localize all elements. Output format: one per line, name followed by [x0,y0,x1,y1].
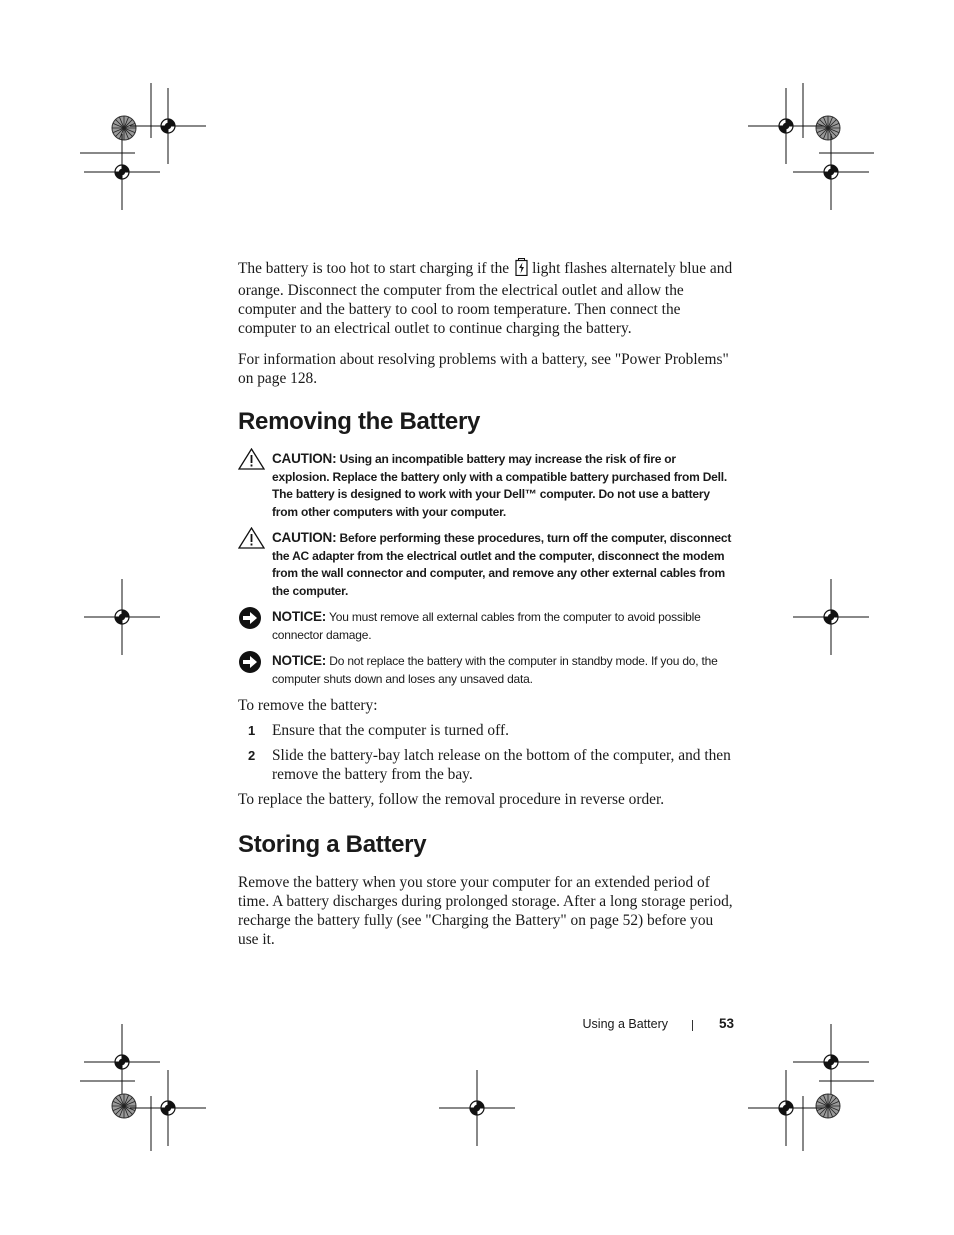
storing-paragraph: Remove the battery when you store your computer for an extended period of time. A battery discharges during prolonged storage. After a long storage period, recharge the battery fully (see "Charging the Battery" on page 52) before you use it. [238,874,733,948]
notice-note-1 [238,608,736,644]
registration-crosshair-icon [84,579,160,655]
removal-steps [238,721,736,784]
notice-label: NOTICE: [272,609,327,624]
notice-text: Do not replace the battery with the computer in standby mode. If you do, the computer shuts down and loses any unsaved data. [272,654,718,686]
caution-label: CAUTION: [272,451,337,466]
registration-star-icon [816,116,840,140]
notice-label: NOTICE: [272,653,327,668]
registration-crosshair-icon [793,134,869,210]
list-item: 1 Ensure that the computer is turned off. [248,722,509,739]
intro-paragraph-2: For information about resolving problems with a battery, see "Power Problems" on page 128. [238,351,729,387]
warning-triangle-icon [238,527,265,555]
page-footer [560,1014,736,1036]
registration-crosshair-icon [748,88,824,164]
removal-lead: To remove the battery: [238,697,378,714]
registration-crosshair-icon [130,1070,206,1146]
caution-text: Using an incompatible battery may increase the risk of fire or explosion. Replace the battery only with a compatible battery purchased from Dell. The battery is designed to work with your Dell™ computer. Do not use a battery from other computers with your computer. [272,452,728,519]
registration-crosshair-icon [84,1024,160,1100]
footer-section-title: Using a Battery [582,1017,668,1031]
replace-paragraph: To replace the battery, follow the removal procedure in reverse order. [238,791,665,808]
registration-crosshair-icon [84,134,160,210]
caution-note-1 [238,450,736,521]
registration-star-icon [112,116,136,140]
registration-crosshair-icon [439,1070,515,1146]
section-heading-storing: Storing a Battery [238,831,427,858]
battery-charge-icon [515,258,528,281]
warning-triangle-icon [238,448,265,476]
registration-crosshair-icon [793,1024,869,1100]
registration-crosshair-icon [130,88,206,164]
intro-paragraph-1: The battery is too hot to start charging if the light flashes alternately blue and orange. Disconnect the computer from the electrical outlet and allow the computer and the battery to cool to room temperature. Then connect the computer to an electrical outlet to continue charging the battery. [238,260,733,337]
registration-star-icon [112,1094,136,1118]
caution-label: CAUTION: [272,530,337,545]
footer-separator [692,1020,693,1031]
registration-crosshair-icon [793,579,869,655]
caution-text: Before performing these procedures, turn off the computer, disconnect the AC adapter from the electrical outlet and the computer, disconnect the modem from the wall connector and computer, and remove any other external cables from the computer. [272,531,732,598]
page-number: 53 [718,1016,734,1031]
page-content [238,258,736,961]
registration-star-icon [816,1094,840,1118]
notice-arrow-icon [238,606,262,636]
section-heading-removing: Removing the Battery [238,408,481,435]
notice-note-2 [238,652,736,688]
list-item: 2 Slide the battery-bay latch release on the bottom of the computer, and then remove the battery from the bay. [248,747,731,783]
notice-arrow-icon [238,650,262,680]
notice-text: You must remove all external cables from the computer to avoid possible connector damage. [272,610,701,642]
caution-note-2 [238,529,736,600]
registration-crosshair-icon [748,1070,824,1146]
